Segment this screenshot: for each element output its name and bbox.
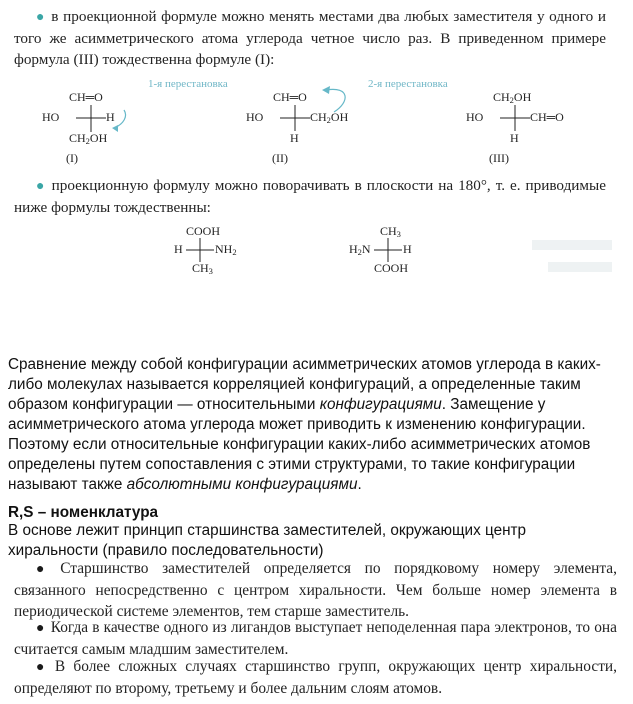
formula-1-label: (I) [66, 151, 78, 165]
correlation-text-3: . [357, 476, 362, 493]
formula-1-right: H [106, 110, 115, 124]
correlation-text-2: . Замещение у асимметрического атома углерода может приводить к изменению конфигурации. Поэтому если относительные конфигурации каких-либо асимметрических атомов определены путем сопоставления с этими структурами, то такие конфигурации называют также [8, 396, 591, 493]
rule-1-paragraph [14, 6, 606, 70]
formula-3-label: (III) [489, 151, 509, 165]
bleed-through-mark [532, 240, 612, 250]
permutation-label-2: 2-я перестановка [368, 78, 448, 90]
rs-bullet-3: ● В более сложных случаях старшинство групп, окружающих центр хиральности, определяют по второму, третьему и более дальним слоям атомов. [14, 658, 617, 697]
formula-3-bottom: H [510, 131, 519, 145]
bullet-icon: ● [36, 660, 49, 675]
rotation-a-right: $NH_2$ [215, 242, 237, 257]
formula-1-bottom: $CH_2OH$ [69, 131, 108, 146]
rotation-formula-a [172, 224, 262, 286]
rotation-b-bottom: COOH [374, 261, 409, 275]
formula-1-top: CH═O [69, 90, 103, 104]
formula-2-bottom: H [290, 131, 299, 145]
rs-bullet-1: ● Старшинство заместителей определяется по порядковому номеру элемента, связанного непосредственно с центром хиральности. Чем больше номер элемента в периодической системе элементов, тем старше заместитель. [14, 560, 617, 620]
rs-heading: R,S – номенклатура [8, 504, 159, 521]
rotation-formula-b [347, 224, 437, 286]
fischer-formula-2 [246, 88, 366, 160]
correlation-term-absolute: абсолютными конфигурациями [126, 476, 358, 493]
bullet-icon: ● [36, 10, 46, 25]
correlation-term-relative: конфигурациями [319, 396, 442, 413]
rotation-b-right: H [403, 242, 412, 256]
fischer-formula-1 [42, 88, 152, 160]
formula-3-top: $CH_2OH$ [493, 90, 532, 105]
rotation-a-left: H [174, 242, 183, 256]
rs-bullet-2: ● Когда в качестве одного из лигандов выступает неподеленная пара электронов, то она считается самым младшим заместителем. [14, 619, 617, 658]
formula-2-left: HO [246, 110, 264, 124]
bleed-through-mark [548, 262, 612, 272]
formula-2-top: CH═O [273, 90, 307, 104]
correlation-paragraph [8, 355, 614, 495]
fischer-formula-3 [466, 88, 586, 160]
correlation-text-1: Сравнение между собой конфигурации асимметрических атомов углерода в каких-либо молекулах называется корреляцией конфигураций, а определенные таким образом конфигурации — относительными [8, 356, 601, 413]
bullet-icon: ● [36, 562, 55, 577]
rotation-a-bottom: $CH_3$ [192, 261, 213, 276]
rule-2-paragraph [14, 175, 606, 218]
rotation-a-top: COOH [186, 224, 221, 238]
formula-2-right: $CH_2OH$ [310, 110, 349, 125]
rs-intro: В основе лежит принцип старшинства заместителей, окружающих центр хиральности (правило последовательности) [8, 522, 527, 559]
rule-1-text: в проекционной формуле можно менять местами два любых заместителя у одного и того же асимметрического атома углерода четное число раз. В приведенном примере формула (III) тождественна формуле (I): [14, 8, 606, 68]
formula-3-right: CH═O [530, 110, 564, 124]
bullet-icon: ● [36, 179, 46, 194]
formula-2-label: (II) [272, 151, 288, 165]
permutation-label-1: 1-я перестановка [148, 78, 228, 90]
rule-2-text: проекционную формулу можно поворачивать в плоскости на 180°, т. е. приводимые ниже формулы тождественны: [14, 177, 606, 216]
bullet-icon: ● [36, 621, 45, 636]
formula-3-left: HO [466, 110, 484, 124]
rotation-b-left: $H_2N$ [349, 242, 371, 257]
rotation-b-top: $CH_3$ [380, 224, 401, 239]
formula-1-left: HO [42, 110, 60, 124]
